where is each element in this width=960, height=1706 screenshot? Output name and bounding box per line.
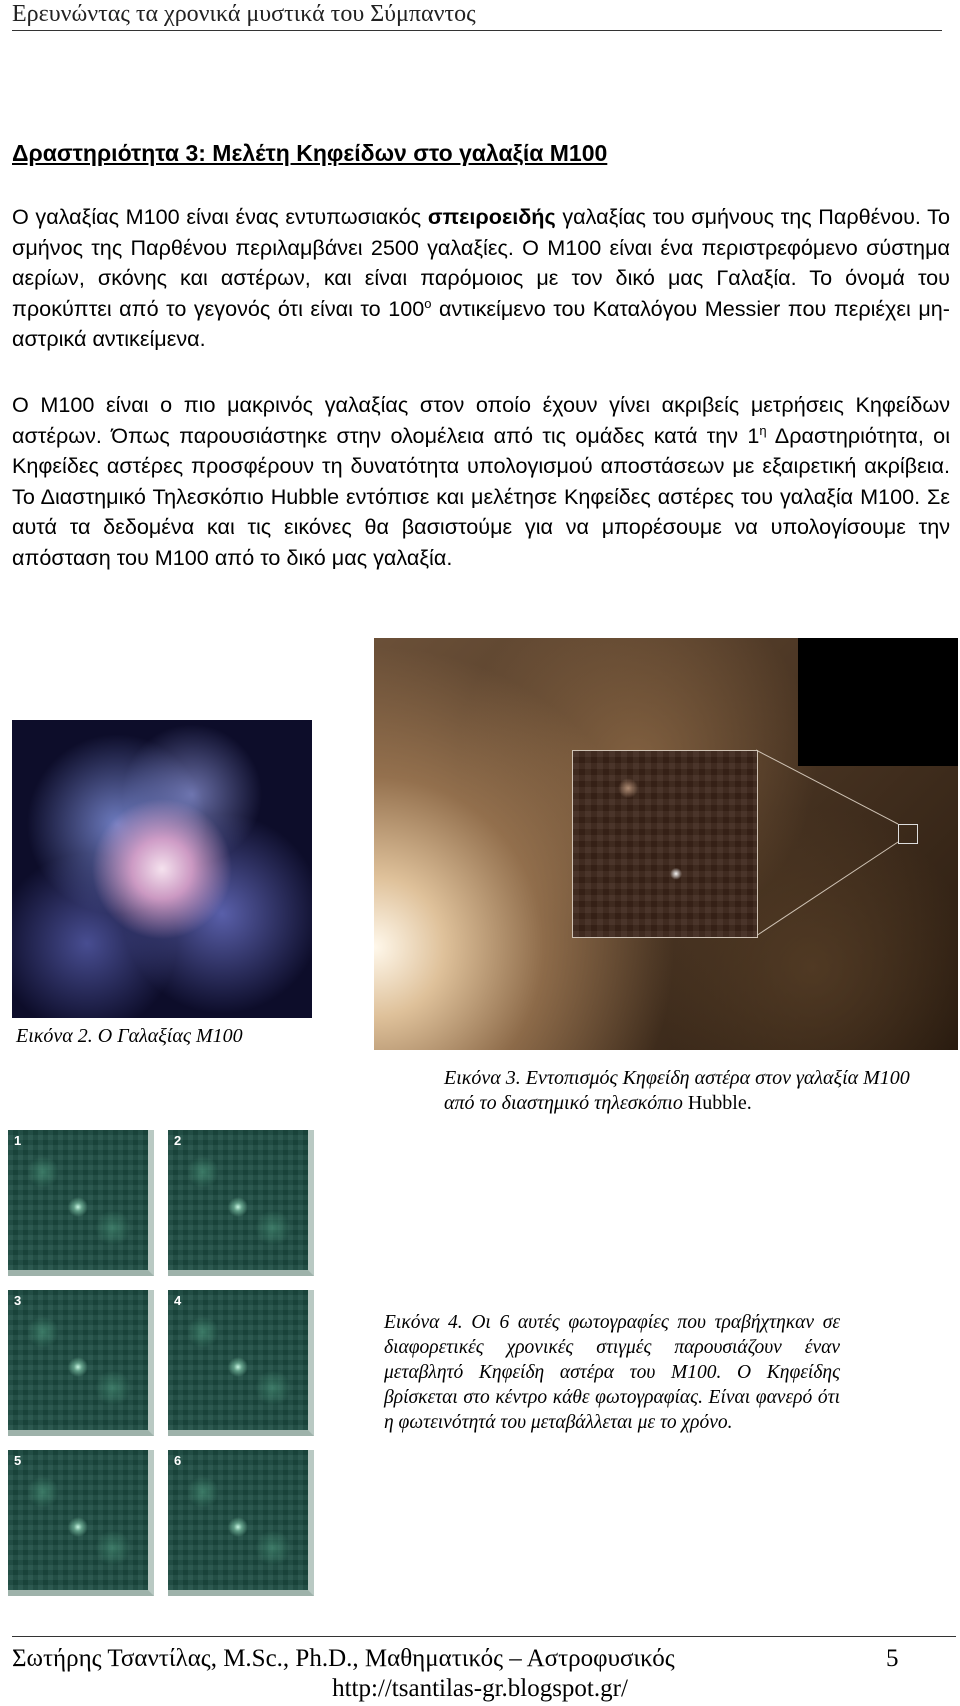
page-number: 5 — [886, 1645, 899, 1672]
hubble-m100-image — [374, 638, 958, 1050]
paragraph-intro-text-1: Ο γαλαξίας Μ100 είναι ένας εντυπωσιακός — [12, 204, 428, 229]
tile-number: 6 — [174, 1453, 182, 1468]
running-header: Ερευνώντας τα χρονικά μυστικά του Σύμπαντος — [12, 0, 942, 31]
tile-number: 4 — [174, 1293, 182, 1308]
galaxy-m100-image — [12, 720, 312, 1018]
tile-number: 2 — [174, 1133, 182, 1148]
paragraph-intro-bold: σπειροειδής — [427, 204, 556, 229]
footer-author: Σωτήρης Τσαντίλας, M.Sc., Ph.D., Μαθηματικός – Αστροφυσικός — [12, 1645, 675, 1672]
figure2-caption: Εικόνα 2. Ο Γαλαξίας Μ100 — [16, 1025, 243, 1047]
figure3-caption — [444, 1066, 944, 1116]
paragraph-cepheids — [12, 390, 950, 573]
cepheid-tile-3 — [8, 1290, 154, 1436]
cepheid-tile-5 — [8, 1450, 154, 1596]
connector-line-top — [756, 750, 898, 824]
paragraph-intro-text-3: αντικείμενο του Καταλόγου Messier που περιέχει μη- αστρικά αντικείμενα. — [12, 295, 950, 351]
figure4-caption: Εικόνα 4. Οι 6 αυτές φωτογραφίες που τραβήχτηκαν σε διαφορετικές χρονικές στιγμές παρουσιάζουν έναν μεταβλητό Κηφείδη αστέρα του Μ100. Ο Κηφείδης βρίσκεται στο κέντρο κάθε φωτογραφίας. Είναι φανερό ότι η φωτεινότητά του μεταβάλλεται με το χρόνο. — [384, 1312, 840, 1433]
cepheid-zoom-inset — [572, 750, 758, 938]
paragraph-cepheids-text-2: Δραστηριότητα, οι Κηφείδες αστέρες προσφέρουν τη δυνατότητα υπολογισμού αποστάσεων με εξαιρετική ακρίβεια. Το Διαστημικό Τηλεσκόπιο Hubble εντόπισε και μελέτησε Κηφείδες αστέρες του γαλαξία Μ100. Σε αυτά τα δεδομένα και τις εικόνες θα βασιστούμε για να μπορέσουμε να υπολογίσουμε την απόσταση του Μ100 από το δικό μας γαλαξία. — [12, 422, 950, 570]
paragraph-cepheids-sup: η — [759, 422, 767, 438]
tile-number: 3 — [14, 1293, 22, 1308]
connector-line-bottom — [756, 842, 898, 936]
figure3-caption-text: Εικόνα 3. Εντοπισμός Κηφείδη αστέρα στον γαλαξία Μ100 από το διαστημικό τηλεσκόπιο — [444, 1067, 910, 1114]
tile-number: 5 — [14, 1453, 22, 1468]
cepheid-tile-4 — [168, 1290, 314, 1436]
paragraph-intro — [12, 202, 950, 355]
footer-url[interactable]: http://tsantilas-gr.blogspot.gr/ — [332, 1675, 628, 1702]
cepheid-tile-6 — [168, 1450, 314, 1596]
tile-number: 1 — [14, 1133, 22, 1148]
cepheid-tile-2 — [168, 1130, 314, 1276]
paragraph-intro-text-2: γαλαξίας του σμήνους της Παρθένου. Το σμήνος της Παρθένου περιλαμβάνει 2500 γαλαξίες. Ο Μ100 είναι ένα περιστρεφόμενο σύστημα αερίων, σκόνης και αστέρων, και είναι παρόμοιος με τον δικό μας Γαλαξία. Το όνομά του προκύπτει από το γεγονός ότι είναι το 100 — [12, 204, 950, 321]
paragraph-intro-sup: ο — [424, 295, 432, 311]
footer-divider — [12, 1636, 956, 1637]
paragraph-cepheids-text-1: Ο Μ100 είναι ο πιο μακρινός γαλαξίας στον οποίο έχουν γίνει ακριβείς μετρήσεις Κηφείδων αστέρων. Όπως παρουσιάστηκε στην ολομέλεια από τις ομάδες κατά την 1 — [12, 392, 950, 448]
cepheid-target-box — [898, 824, 918, 844]
cepheid-tile-1 — [8, 1130, 154, 1276]
activity-title: Δραστηριότητα 3: Μελέτη Κηφείδων στο γαλαξία Μ100 — [12, 140, 608, 166]
figure3-caption-hubble: Hubble. — [687, 1092, 752, 1114]
